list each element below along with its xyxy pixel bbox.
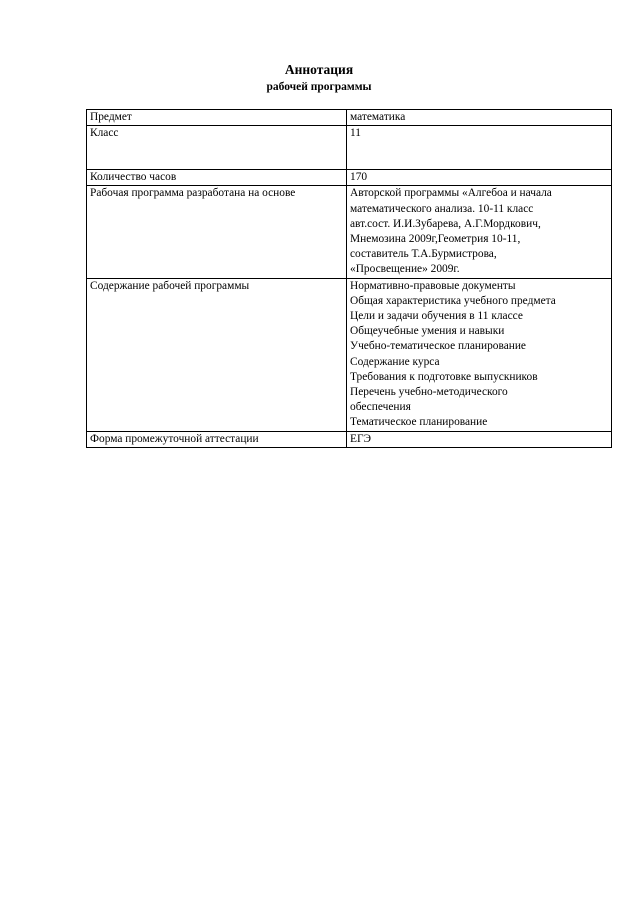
content-line: Учебно-тематическое планирование <box>350 340 526 353</box>
attestation-label: Форма промежуточной аттестации <box>87 431 347 447</box>
hours-label: Количество часов <box>87 170 347 186</box>
content-line: Содержание курса <box>350 355 440 368</box>
basis-line: Авторской программы «Алгебоа и начала <box>350 187 552 200</box>
grade-value: 11 <box>347 126 612 170</box>
annotation-table <box>86 109 612 448</box>
content-line: Общая характеристика учебного предмета <box>350 294 556 307</box>
content-line: Перечень учебно-методического <box>350 386 508 399</box>
subject-value: математика <box>347 110 612 126</box>
attestation-value: ЕГЭ <box>347 431 612 447</box>
content-line: Требования к подготовке выпускников <box>350 370 538 383</box>
table-row-grade <box>87 126 612 170</box>
subject-label: Предмет <box>87 110 347 126</box>
basis-value <box>347 186 612 278</box>
grade-label: Класс <box>87 126 347 170</box>
basis-line: составитель Т.А.Бурмистрова, <box>350 248 497 261</box>
content-line: Тематическое планирование <box>350 416 488 429</box>
basis-line: авт.сост. И.И.Зубарева, А.Г.Мордкович, <box>350 217 541 230</box>
content-line: Нормативно-правовые документы <box>350 279 516 292</box>
basis-line: математического анализа. 10-11 класс <box>350 202 534 215</box>
basis-label: Рабочая программа разработана на основе <box>87 186 347 278</box>
document-title: Аннотация <box>284 62 354 77</box>
content-label: Содержание рабочей программы <box>87 278 347 431</box>
content-line: обеспечения <box>350 401 411 414</box>
hours-value: 170 <box>347 170 612 186</box>
content-value <box>347 278 612 431</box>
basis-line: «Просвещение» 2009г. <box>350 263 460 276</box>
basis-line: Мнемозина 2009г,Геометрия 10-11, <box>350 233 521 246</box>
table-row-basis <box>87 186 612 278</box>
table-row-attestation <box>87 431 612 447</box>
content-line: Цели и задачи обучения в 11 классе <box>350 310 523 323</box>
content-line: Общеучебные умения и навыки <box>350 325 505 338</box>
table-row-content <box>87 278 612 431</box>
table-row-hours <box>87 170 612 186</box>
table-row-subject <box>87 110 612 126</box>
document-subtitle: рабочей программы <box>266 81 372 93</box>
